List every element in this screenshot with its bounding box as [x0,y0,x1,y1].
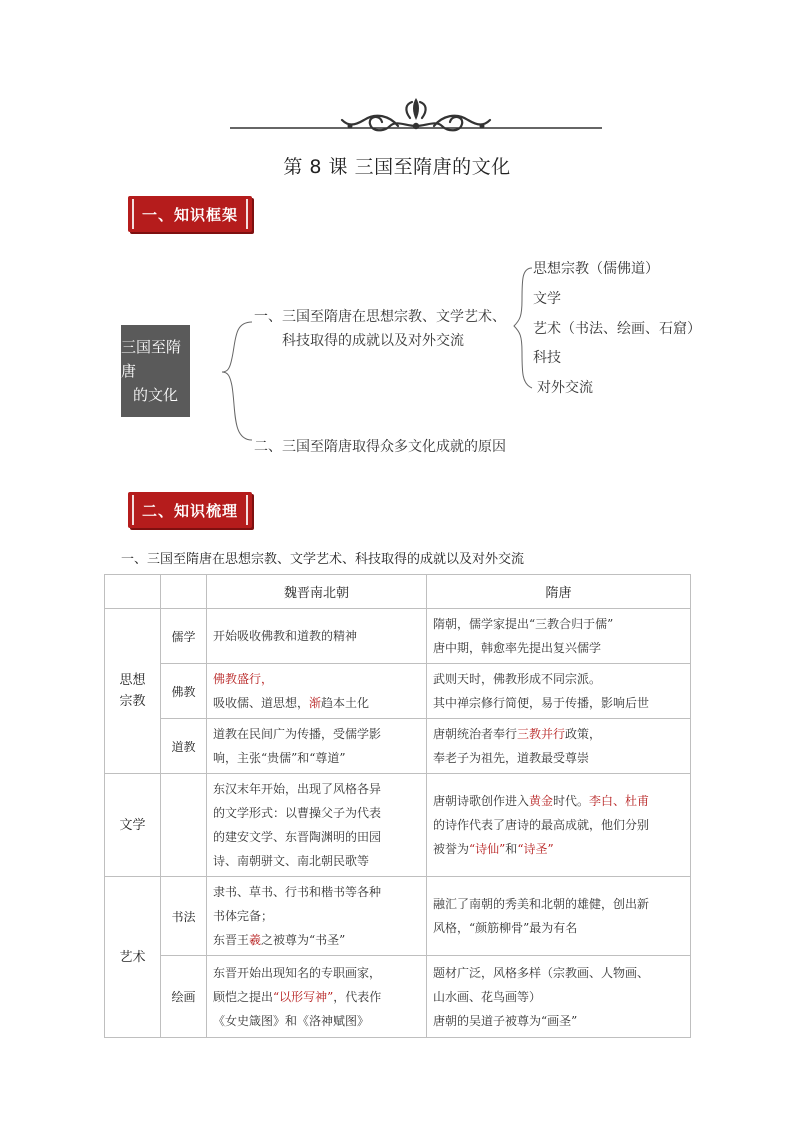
cell-line: 的建安文学、东晋陶渊明的田园 [213,830,382,844]
category-art: 艺术 [105,877,161,1038]
cell-line: 东汉末年开始，出现了风格各异 [213,782,382,796]
cell-line: 隶书、草书、行书和楷书等各种 [213,885,382,899]
text-run: 唐朝诗歌创作进入 [433,794,530,808]
cell-line [213,985,420,1009]
text-run: 渐 [309,696,322,710]
cell-line: 佛教盛行， [213,672,274,686]
cell-line: 开始吸收佛教和道教的精神 [213,629,358,643]
mindmap-branch-2: 二、三国至隋唐取得众多文化成就的原因 [254,439,506,455]
header-suitang: 隋唐 [427,575,691,609]
table-row [105,877,691,956]
cell-text [427,774,691,877]
header-empty-2 [161,575,207,609]
table-row [105,664,691,719]
cell-line: 唐朝的吴道子被尊为“画圣” [433,1013,578,1028]
text-run: 被誉为 [433,842,470,856]
cell-text [207,956,427,1038]
text-run: 唐朝统治者奉行 [433,727,518,741]
cell-line: 的诗作代表了唐诗的最高成就，他们分别 [433,818,650,832]
header-weijin: 魏晋南北朝 [207,575,427,609]
sub-buddhism: 佛教 [161,664,207,719]
section-badge-review: 二、知识梳理 [128,492,252,528]
mindmap-branch-1-line2: 科技取得的成就以及对外交流 [282,333,464,349]
text-run: “诗仙” [469,842,506,856]
text-run: 李白、杜甫 [589,794,650,808]
mindmap-leaf-art: 艺术（书法、绘画、石窟） [533,321,701,337]
mindmap-root-line1: 三国至隋唐 [121,338,182,380]
sub-taoism: 道教 [161,719,207,774]
cell-text [427,956,691,1038]
knowledge-table [104,574,691,1038]
cell-text [207,719,427,774]
mindmap-leaf-thought: 思想宗教（儒佛道） [533,261,659,277]
section-badge-framework: 一、知识框架 [128,196,252,232]
text-run: 三教并行 [517,727,566,741]
cell-line [213,928,420,952]
cell-text [427,609,691,664]
cell-line [213,691,420,715]
text-run: 政策， [565,727,602,741]
text-run: 趋本土化 [321,696,370,710]
table-row [105,609,691,664]
cell-line: 奉老子为祖先，道教最受尊崇 [433,751,590,765]
cell-line: 东晋开始出现知名的专职画家， [213,965,382,980]
category-thought-religion [105,609,161,774]
cell-line: 书体完备； [213,909,274,923]
cell-line: 题材广泛，风格多样（宗教画、人物画、 [433,965,650,980]
mindmap-root [121,325,190,417]
mindmap-leaf-science: 科技 [533,350,561,366]
text-run: 吸收儒、道思想， [213,696,310,710]
text-run: 顾恺之提出 [213,989,274,1004]
cell-text [427,719,691,774]
text-run: “以形写神” [273,989,334,1004]
text-run: 之被尊为“书圣” [261,933,346,947]
cell-line: 风格，“颜筋柳骨”最为有名 [433,921,578,935]
cell-text [207,774,427,877]
text-run: ，代表作 [333,989,382,1004]
cell-line: 山水画、花鸟画等） [433,989,542,1004]
sub-empty [161,774,207,877]
text-run: 时代。 [553,794,590,808]
cell-line [433,837,684,861]
cell-line [433,789,684,813]
mindmap-leaf-exchange: 对外交流 [537,380,593,396]
header-empty-1 [105,575,161,609]
cell-line: 道教在民间广为传播，受儒学影 [213,727,382,741]
cell-text [427,877,691,956]
cell-line: 融汇了南朝的秀美和北朝的雄健，创出新 [433,897,650,911]
cell-text [207,664,427,719]
table-heading: 一、三国至隋唐在思想宗教、文学艺术、科技取得的成就以及对外交流 [121,552,525,567]
cell-line [433,722,684,746]
cell-line: 《女史箴图》和《洛神赋图》 [213,1013,370,1028]
cell-line: 诗、南朝骈文、南北朝民歌等 [213,854,370,868]
cell-text [207,609,427,664]
cell-line: 响，主张“贵儒”和“尊道” [213,751,346,765]
table-row [105,774,691,877]
table-header-row [105,575,691,609]
category-label: 思想 [119,673,146,688]
table-row [105,956,691,1038]
mindmap-leaf-literature: 文学 [533,291,561,307]
text-run: 黄金 [529,794,554,808]
cell-line: 唐中期，韩愈率先提出复兴儒学 [433,641,602,655]
sub-confucianism: 儒学 [161,609,207,664]
cell-line: 其中禅宗修行简便，易于传播，影响后世 [433,696,650,710]
category-literature: 文学 [105,774,161,877]
text-run: 和 [505,842,518,856]
table-row [105,719,691,774]
text-run: 东晋王 [213,933,250,947]
sub-calligraphy: 书法 [161,877,207,956]
text-run: 羲 [249,933,262,947]
sub-painting: 绘画 [161,956,207,1038]
page-title: 第 8 课 三国至隋唐的文化 [283,156,511,178]
cell-text [427,664,691,719]
category-label: 宗教 [119,694,146,709]
cell-line: 隋朝，儒学家提出“三教合归于儒” [433,617,614,631]
mindmap-branch-1-line1: 一、三国至隋唐在思想宗教、文学艺术、 [254,309,506,325]
cell-text [207,877,427,956]
cell-line: 武则天时，佛教形成不同宗派。 [433,672,602,686]
text-run: “诗圣” [517,842,554,856]
cell-line: 的文学形式：以曹操父子为代表 [213,806,382,820]
mindmap-root-line2: 的文化 [132,386,178,404]
mindmap-connectors [0,0,794,480]
